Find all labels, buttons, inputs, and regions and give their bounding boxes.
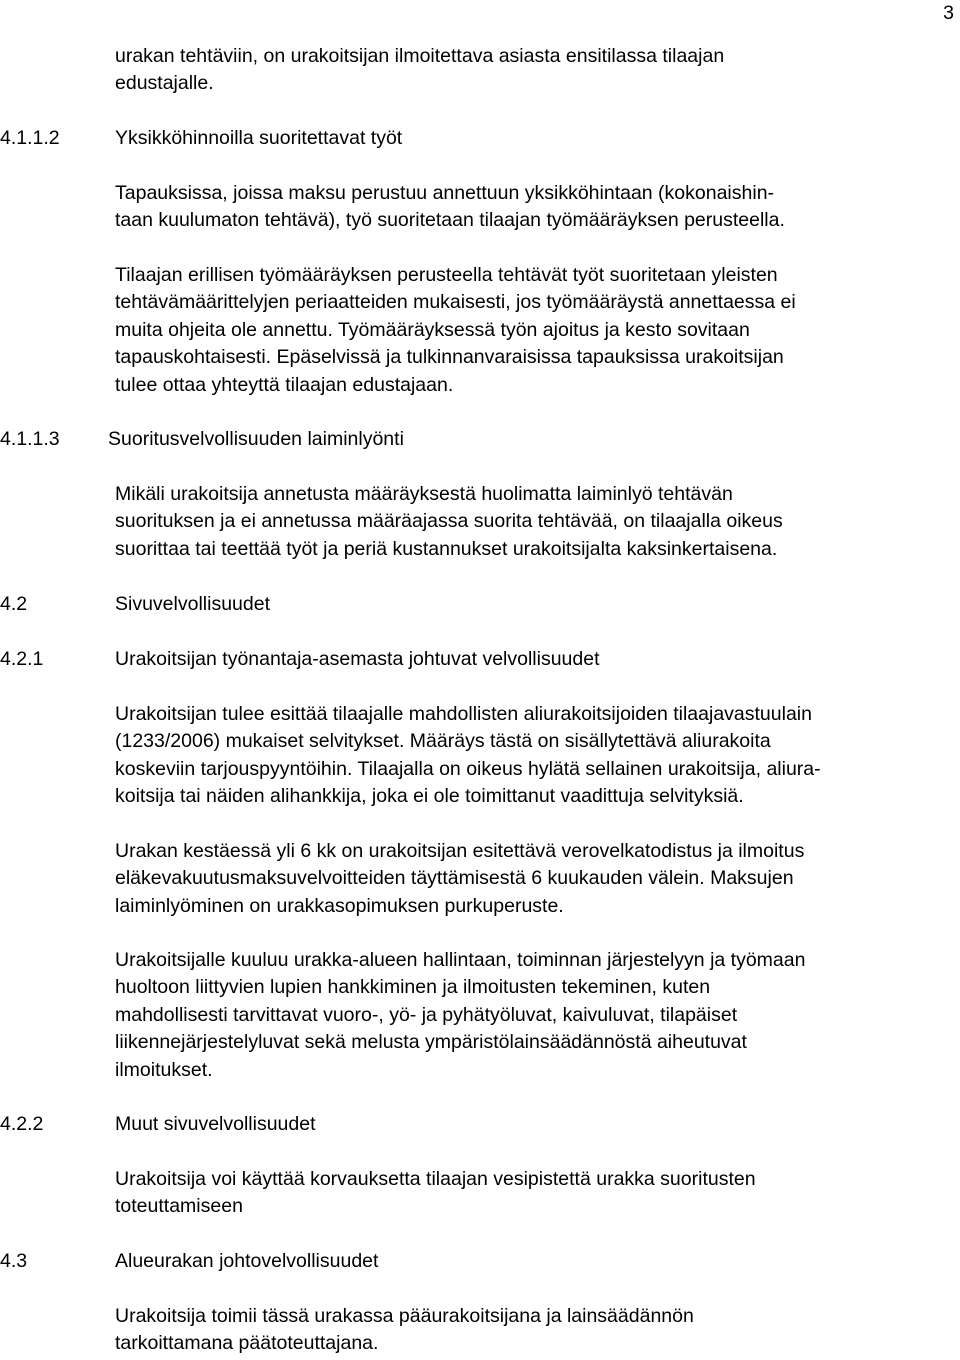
text-line: laiminlyöminen on urakkasopimuksen purkuperuste. [115, 894, 564, 917]
text-line: huoltoon liittyvien lupien hankkiminen ja ilmoitusten tekeminen, kuten [115, 976, 711, 999]
paragraph-4-2-1-c [115, 947, 805, 1084]
section-title: Urakoitsijan työnantaja-asemasta johtuvat velvollisuudet [115, 648, 600, 670]
text-line: Urakoitsija voi käyttää korvauksetta tilaajan vesipistettä urakka suoritusten [115, 1168, 756, 1190]
section-heading-4-1-1-2 [0, 125, 960, 152]
section-heading-4-2-1 [0, 646, 960, 673]
text-line: ilmoitukset. [115, 1058, 213, 1081]
text-line: Urakoitsijalle kuuluu urakka-alueen hallintaan, toiminnan järjestelyyn ja työmaan [115, 949, 806, 971]
text-line: tapauskohtaisesti. Epäselvissä ja tulkinnanvaraisissa tapauksissa urakoitsijan [115, 346, 784, 369]
paragraph-4-2-2 [115, 1166, 756, 1221]
text-line: eläkevakuutusmaksuvelvoitteiden täyttämisestä 6 kuukauden välein. Maksujen [115, 867, 794, 890]
section-title: Sivuvelvollisuudet [115, 593, 271, 615]
section-title: Yksikköhinnoilla suoritettavat työt [115, 127, 403, 149]
paragraph-4-1-1-3 [115, 481, 783, 563]
text-line: Tapauksissa, joissa maksu perustuu annettuun yksikköhintaan (kokonaishin- [115, 182, 775, 204]
text-line: (1233/2006) mukaiset selvitykset. Määräys tästä on sisällytettävä aliurakoita [115, 730, 771, 753]
section-number: 4.3 [0, 1250, 28, 1272]
section-number: 4.2 [0, 593, 28, 615]
section-title: Muut sivuvelvollisuudet [115, 1113, 316, 1135]
section-title: Alueurakan johtovelvollisuudet [115, 1250, 379, 1272]
text-line: tarkoittamana päätoteuttajana. [115, 1332, 379, 1355]
paragraph-4-3 [115, 1303, 694, 1358]
text-line: suorituksen ja ei annetussa määräajassa suorita tehtävää, on tilaajalla oikeus [115, 510, 783, 533]
text-line: tulee ottaa yhteyttä tilaajan edustajaan. [115, 373, 454, 396]
paragraph-4-2-1-a [115, 701, 821, 811]
text-line: urakan tehtäviin, on urakoitsijan ilmoitettava asiasta ensitilassa tilaajan [115, 45, 725, 67]
section-heading-4-2 [0, 591, 960, 618]
section-heading-4-2-2 [0, 1111, 960, 1138]
text-line: muita ohjeita ole annettu. Työmääräyksessä työn ajoitus ja kesto sovitaan [115, 318, 750, 341]
section-number: 4.2.1 [0, 648, 44, 670]
section-heading-4-1-1-3 [0, 426, 960, 453]
text-line: koitsija tai näiden alihankkija, joka ei ole toimittanut vaadittuja selvityksiä. [115, 785, 744, 808]
paragraph-4-1-1-2-a [115, 180, 785, 235]
text-line: Urakoitsija toimii tässä urakassa pääurakoitsijana ja lainsäädännön [115, 1305, 694, 1327]
text-line: Urakoitsijan tulee esittää tilaajalle mahdollisten aliurakoitsijoiden tilaajavastuulain [115, 703, 812, 725]
text-line: tehtävämäärittelyjen periaatteiden mukaisesti, jos työmääräystä annettaessa ei [115, 291, 796, 314]
section-title: Suoritusvelvollisuuden laiminlyönti [108, 428, 404, 450]
text-line: Mikäli urakoitsija annetusta määräyksestä huolimatta laiminlyö tehtävän [115, 483, 733, 505]
text-line: mahdollisesti tarvittavat vuoro-, yö- ja pyhätyöluvat, kaivuluvat, tilapäiset [115, 1003, 738, 1026]
text-line: taan kuulumaton tehtävä), työ suoritetaan tilaajan työmääräyksen perusteella. [115, 209, 785, 232]
paragraph-4-1-1-2-b [115, 262, 796, 399]
section-number: 4.1.1.2 [0, 127, 60, 149]
paragraph-intro [115, 43, 724, 98]
page-number: 3 [943, 2, 954, 24]
text-line: Urakan kestäessä yli 6 kk on urakoitsijan esitettävä verovelkatodistus ja ilmoitus [115, 840, 805, 862]
section-number: 4.2.2 [0, 1113, 44, 1135]
text-line: liikennejärjestelyluvat sekä melusta ympäristölainsäädännöstä aiheutuvat [115, 1031, 747, 1054]
text-line: edustajalle. [115, 72, 214, 95]
text-line: suorittaa tai teettää työt ja periä kustannukset urakoitsijalta kaksinkertaisena. [115, 537, 778, 560]
section-number: 4.1.1.3 [0, 428, 60, 450]
text-line: Tilaajan erillisen työmääräyksen perusteella tehtävät työt suoritetaan yleisten [115, 264, 778, 286]
text-line: toteuttamiseen [115, 1195, 243, 1218]
text-line: koskeviin tarjouspyyntöihin. Tilaajalla on oikeus hylätä sellainen urakoitsija, aliura- [115, 757, 821, 780]
section-heading-4-3 [0, 1248, 960, 1275]
paragraph-4-2-1-b [115, 838, 804, 920]
